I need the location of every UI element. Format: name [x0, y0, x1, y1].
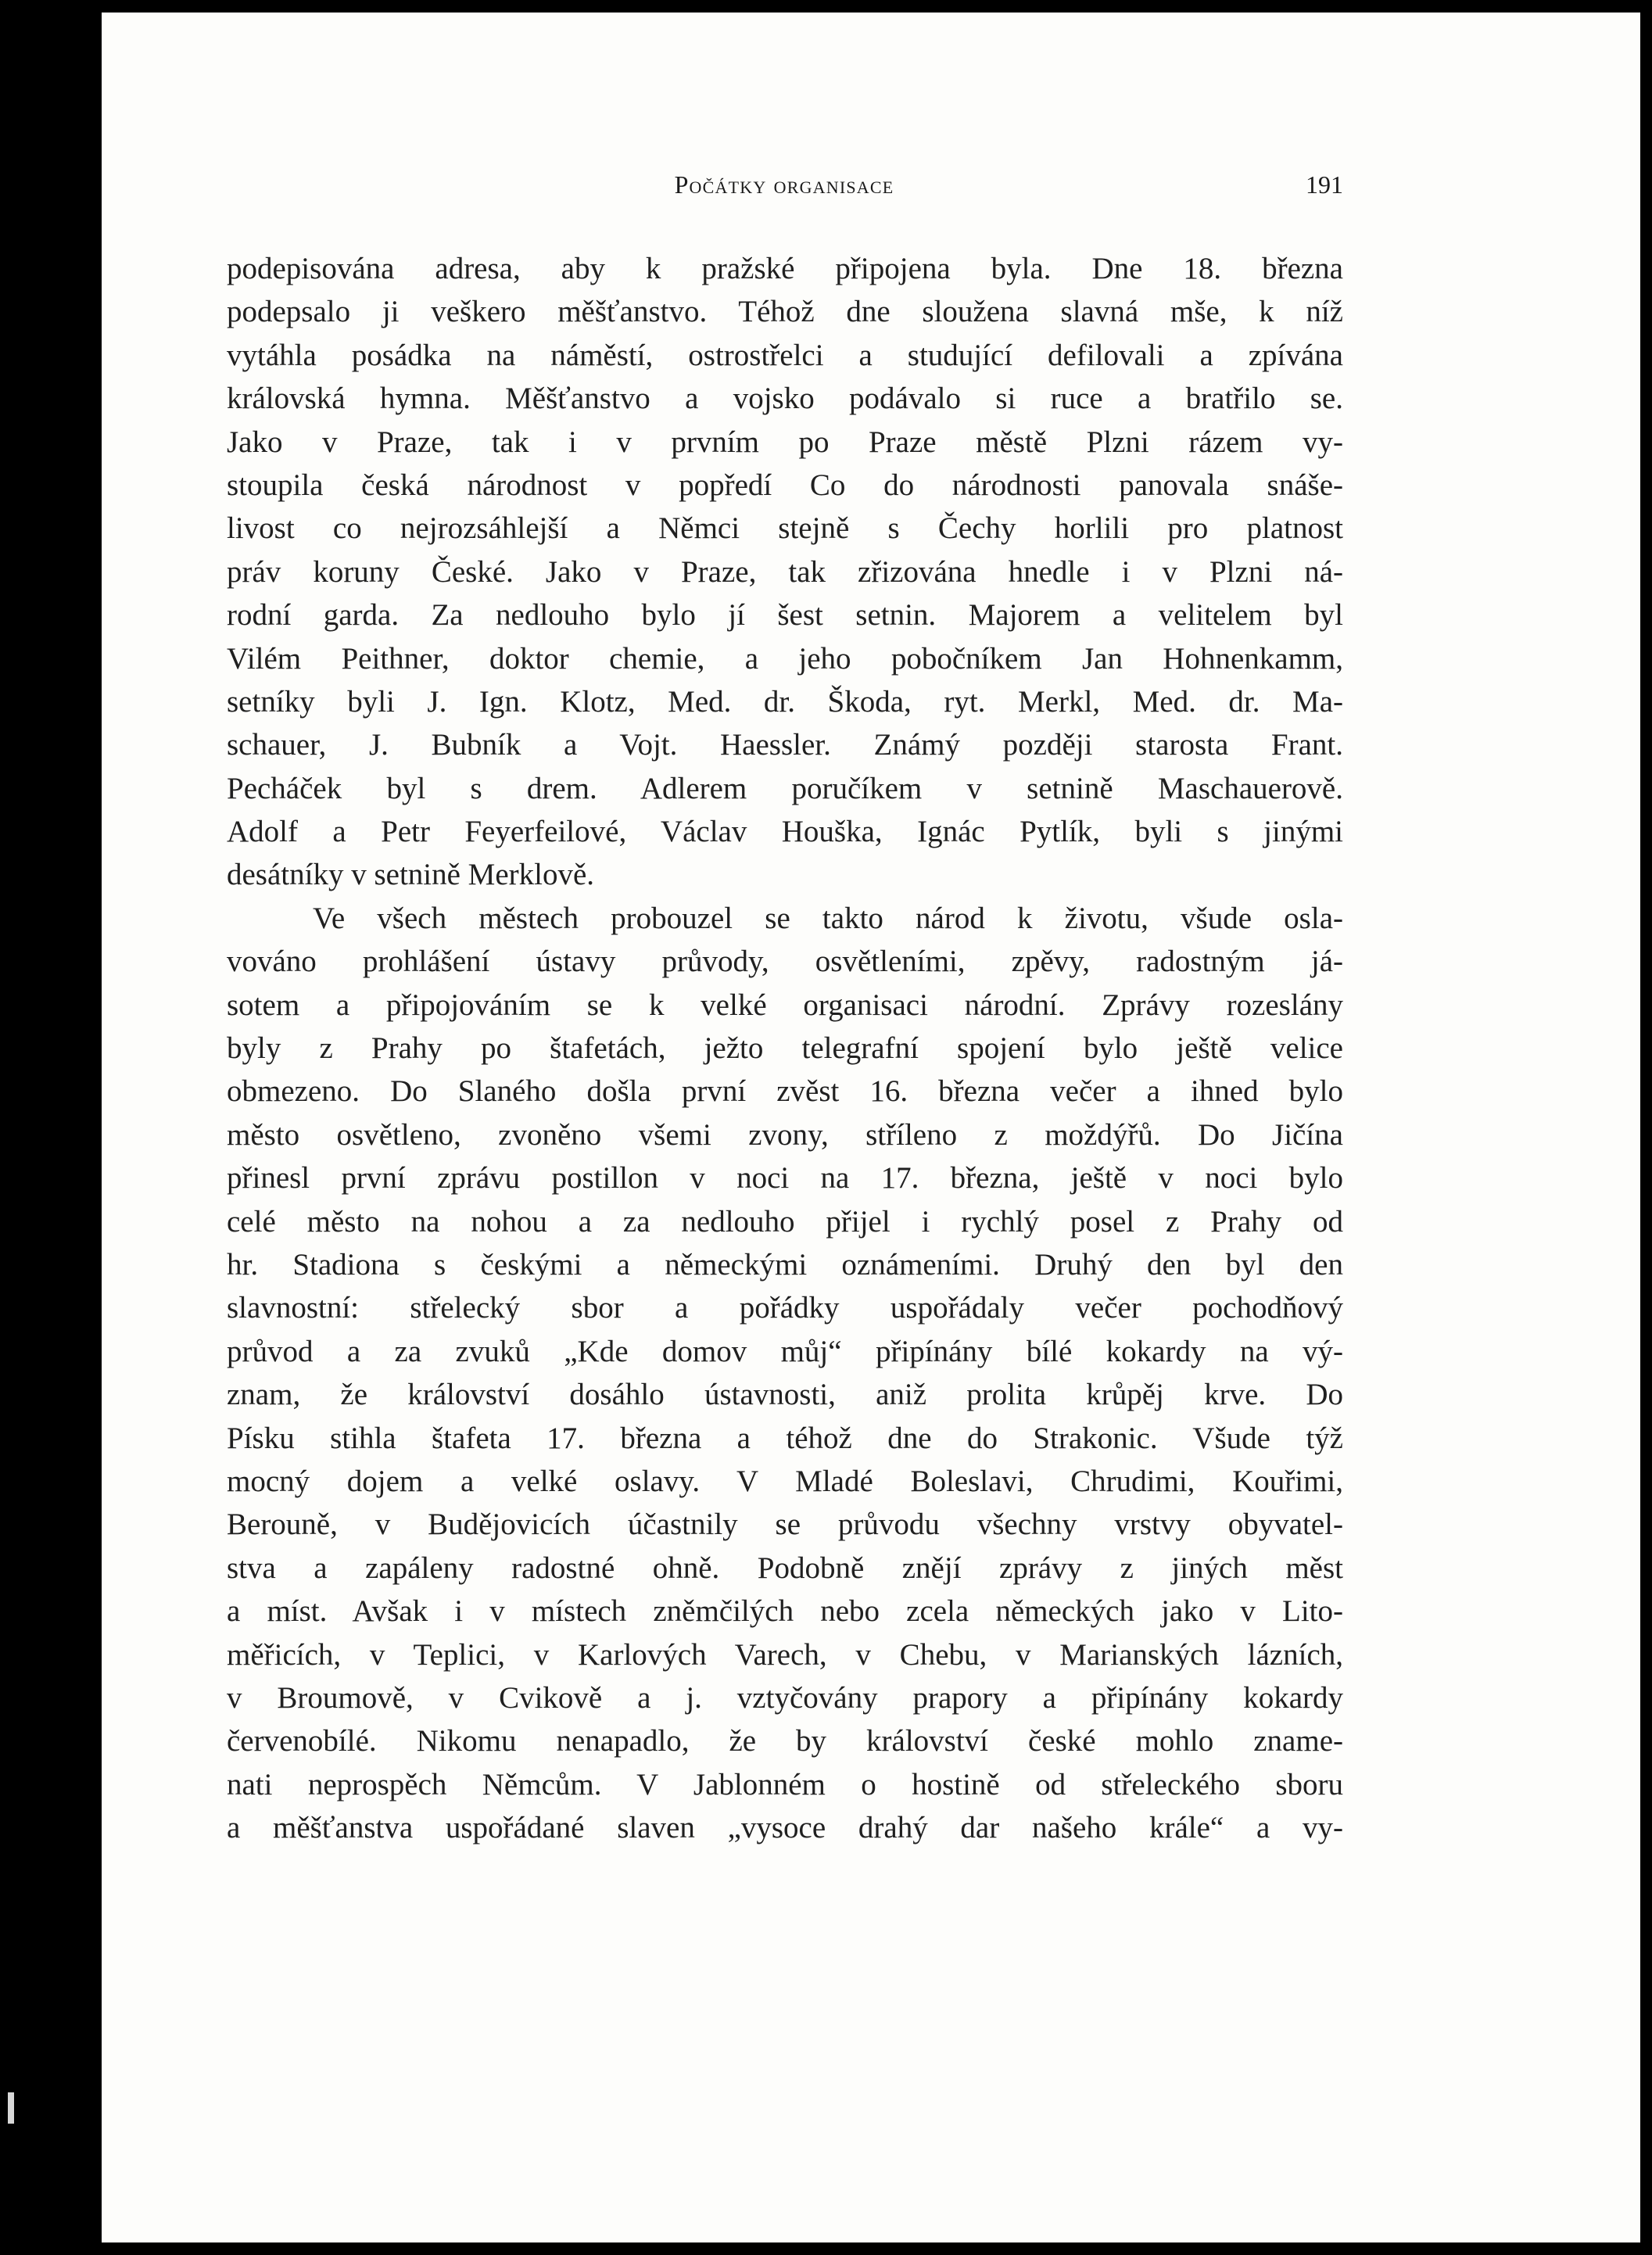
- text-line: přinesl první zprávu postillon v noci na 17. března, ještě v noci bylo: [227, 1161, 1343, 1196]
- text-line: Berouně, v Budějovicích účastnily se průvodu všechny vrstvy obyvatel-: [227, 1508, 1343, 1542]
- running-header: [225, 170, 1343, 202]
- text-line: setníky byli J. Ign. Klotz, Med. dr. Škoda, ryt. Merkl, Med. dr. Ma-: [227, 684, 1343, 719]
- text-line: vytáhla posádka na náměstí, ostrostřelci a studující defilovali a zpívána: [227, 338, 1343, 372]
- text-line: slavnostní: střelecký sbor a pořádky uspořádaly večer pochodňový: [227, 1291, 1343, 1325]
- body-text: [227, 247, 1343, 1849]
- text-line: červenobílé. Nikomu nenapadlo, že by království české mohlo zname-: [227, 1724, 1343, 1758]
- scan-edge-mark: [8, 2092, 14, 2124]
- text-line: obmezeno. Do Slaného došla první zvěst 16. března večer a ihned bylo: [227, 1074, 1343, 1109]
- text-line: desátníky v setnině Merklově.: [227, 858, 595, 892]
- text-line: a měšťanstva uspořádané slaven „vysoce drahý dar našeho krále“ a vy-: [227, 1811, 1343, 1845]
- text-line: sotem a připojováním se k velké organisaci národní. Zprávy rozeslány: [227, 988, 1343, 1022]
- text-line: mocný dojem a velké oslavy. V Mladé Boleslavi, Chrudimi, Kouřimi,: [227, 1464, 1343, 1498]
- text-line: Ve všech městech probouzel se takto národ k životu, všude osla-: [313, 901, 1343, 935]
- text-line: město osvětleno, zvoněno všemi zvony, stříleno z moždýřů. Do Jičína: [227, 1117, 1343, 1152]
- chapter-title: Počátky organisace: [674, 170, 894, 199]
- text-line: schauer, J. Bubník a Vojt. Haessler. Známý později starosta Frant.: [227, 728, 1343, 762]
- text-line: rodní garda. Za nedlouho bylo jí šest setnin. Majorem a velitelem byl: [227, 598, 1343, 633]
- text-line: Pecháček byl s drem. Adlerem poručíkem v setnině Maschauerově.: [227, 771, 1343, 805]
- text-line: vováno prohlášení ústavy průvody, osvětleními, zpěvy, radostným já-: [227, 945, 1343, 979]
- text-line: znam, že království dosáhlo ústavnosti, aniž prolita krůpěj krve. Do: [227, 1378, 1343, 1412]
- text-line: podepsalo ji veškero měšťanstvo. Téhož dne sloužena slavná mše, k níž: [227, 295, 1343, 329]
- text-line: livost co nejrozsáhlejší a Němci stejně s Čechy horlili pro platnost: [227, 511, 1343, 546]
- text-line: nati neprospěch Němcům. V Jablonném o hostině od střeleckého sboru: [227, 1767, 1343, 1801]
- text-line: podepisována adresa, aby k pražské připojena byla. Dne 18. března: [227, 252, 1343, 285]
- text-line: královská hymna. Měšťanstvo a vojsko podávalo si ruce a bratřilo se.: [227, 382, 1343, 416]
- page-number: 191: [1306, 170, 1343, 199]
- text-line: hr. Stadiona s českými a německými oznámeními. Druhý den byl den: [227, 1247, 1343, 1282]
- text-line: stoupila česká národnost v popředí Co do národnosti panovala snáše-: [227, 468, 1343, 502]
- text-line: Adolf a Petr Feyerfeilové, Václav Houška, Ignác Pytlík, byli s jinými: [227, 815, 1343, 849]
- text-line: v Broumově, v Cvikově a j. vztyčovány prapory a připínány kokardy: [227, 1680, 1343, 1715]
- text-line: Vilém Peithner, doktor chemie, a jeho pobočníkem Jan Hohnenkamm,: [227, 641, 1343, 676]
- text-line: byly z Prahy po štafetách, ježto telegrafní spojení bylo ještě velice: [227, 1031, 1343, 1066]
- text-line: Jako v Praze, tak i v prvním po Praze městě Plzni rázem vy-: [227, 425, 1343, 459]
- text-line: celé město na nohou a za nedlouho přijel i rychlý posel z Prahy od: [227, 1204, 1343, 1239]
- text-line: stva a zapáleny radostné ohně. Podobně znějí zprávy z jiných měst: [227, 1551, 1343, 1585]
- text-line: a míst. Avšak i v místech zněmčilých nebo zcela německých jako v Lito-: [227, 1594, 1343, 1629]
- scan-left-border: [0, 0, 102, 2255]
- text-line: průvod a za zvuků „Kde domov můj“ připínány bílé kokardy na vý-: [227, 1334, 1343, 1368]
- text-line: Písku stihla štafeta 17. března a téhož dne do Strakonic. Všude týž: [227, 1421, 1343, 1455]
- text-line: práv koruny České. Jako v Praze, tak zřizována hnedle i v Plzni ná-: [227, 554, 1343, 589]
- text-line: měřicích, v Teplici, v Karlových Varech, v Chebu, v Marianských lázních,: [227, 1637, 1343, 1672]
